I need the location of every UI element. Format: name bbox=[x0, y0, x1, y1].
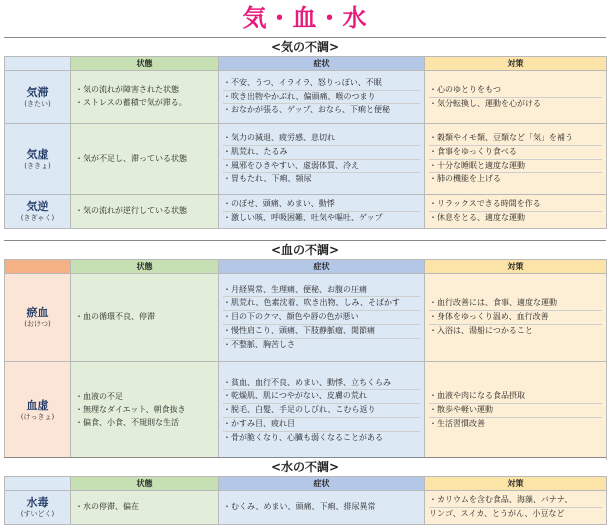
text-line: リンゴ、スイカ、とうがん、小豆など bbox=[429, 507, 602, 521]
text-line: ・血液や肉になる食品摂取 bbox=[429, 391, 525, 401]
condition-reading: (ききょ) bbox=[24, 161, 51, 170]
symptom-cell bbox=[219, 491, 425, 525]
text-line: ・ストレスの蓄積で気が滞る。 bbox=[75, 98, 187, 107]
state-cell bbox=[71, 274, 219, 362]
text-line: ・生活習慣改善 bbox=[429, 417, 602, 431]
header-state: 状態 bbox=[71, 260, 219, 274]
text-line: ・休息をとる、適度な運動 bbox=[429, 211, 602, 225]
text-line: ・十分な睡眠と適度な運動 bbox=[429, 159, 602, 173]
text-line: ・入浴は、湯船につかること bbox=[429, 324, 602, 338]
text-line: ・血行改善には、食事、適度な運動 bbox=[429, 298, 557, 308]
table-row bbox=[5, 71, 607, 124]
header-symptom: 症状 bbox=[219, 260, 425, 274]
text-line: ・血の循環不良、停滞 bbox=[75, 312, 155, 322]
header-row bbox=[5, 477, 607, 491]
text-line: ・脱毛、白髪、手足のしびれ、こむら返り bbox=[223, 403, 420, 417]
text-line: ・気の流れが障害された状態 bbox=[75, 85, 179, 95]
symptom-cell bbox=[219, 124, 425, 195]
state-cell bbox=[71, 491, 219, 525]
text-line: ・胃もたれ、下痢、頻尿 bbox=[223, 172, 420, 186]
text-line: ・肌荒れ、たるみ bbox=[223, 145, 420, 159]
text-line: ・激しい咳、呼吸困難、吐気や嘔吐、ゲップ bbox=[223, 211, 420, 225]
condition-name: 気滞 bbox=[26, 85, 49, 99]
section-heading-water: <水の不調> bbox=[4, 457, 606, 477]
text-line: ・骨が脆くなり、心臓も弱くなることがある bbox=[223, 431, 420, 445]
header-state: 状態 bbox=[71, 57, 219, 71]
row-name-cell bbox=[5, 274, 71, 362]
header-measure: 対策 bbox=[425, 477, 607, 491]
measure-cell bbox=[425, 362, 607, 460]
text-line: ・心のゆとりをもつ bbox=[429, 84, 501, 94]
measure-cell bbox=[425, 124, 607, 195]
header-row bbox=[5, 260, 607, 274]
condition-name: 気虚 bbox=[26, 147, 49, 161]
text-line: ・気分転換し、運動を心がける bbox=[429, 97, 602, 111]
text-line: ・不安、うつ、イライラ、怒りっぽい、不眠 bbox=[223, 77, 382, 87]
text-line: ・おなかが張る、ゲップ、おなら、下痢と便秘 bbox=[223, 103, 420, 117]
measure-cell bbox=[425, 491, 607, 525]
text-line: ・身体をゆっくり温め、血行改善 bbox=[429, 310, 602, 324]
symptom-cell bbox=[219, 195, 425, 229]
row-name-cell bbox=[5, 491, 71, 525]
measure-cell bbox=[425, 71, 607, 124]
header-blank-cell bbox=[5, 477, 71, 491]
text-line: ・吹き出物やかぶれ、偏頭痛、喉のつまり bbox=[223, 90, 420, 104]
state-cell bbox=[71, 124, 219, 195]
header-symptom: 症状 bbox=[219, 57, 425, 71]
text-line: ・食事をゆっくり食べる bbox=[429, 145, 602, 159]
text-line: ・無理なダイエット、朝食抜き bbox=[75, 405, 186, 415]
condition-name: 気逆 bbox=[26, 200, 49, 213]
state-cell bbox=[71, 362, 219, 460]
text-line: ・風邪をひきやすい、虚弱体質、冷え bbox=[223, 159, 420, 173]
measure-cell bbox=[425, 274, 607, 362]
text-line: ・のぼせ、頭痛、めまい、動悸 bbox=[223, 199, 335, 209]
text-line: ・慢性肩こり、頭痛、下肢静脈瘤、関節痛 bbox=[223, 324, 420, 338]
symptom-cell bbox=[219, 71, 425, 124]
text-line: ・かすみ目、疲れ目 bbox=[223, 417, 420, 431]
header-measure: 対策 bbox=[425, 260, 607, 274]
table-row bbox=[5, 124, 607, 195]
header-state: 状態 bbox=[71, 477, 219, 491]
text-line: ・血液の不足 bbox=[75, 392, 123, 402]
text-line: ・肌荒れ、色素沈着、吹き出物、しみ、そばかす bbox=[223, 296, 420, 310]
header-symptom: 症状 bbox=[219, 477, 425, 491]
text-line: ・乾燥肌、肌につやがない、皮膚の荒れ bbox=[223, 389, 420, 403]
text-line: ・むくみ、めまい、頭痛、下痢、排尿異常 bbox=[223, 502, 376, 512]
text-line: ・貧血、血行不良、めまい、動悸、立ちくらみ bbox=[223, 377, 391, 387]
header-row bbox=[5, 57, 607, 71]
row-name-cell bbox=[5, 71, 71, 124]
header-blank-cell bbox=[5, 57, 71, 71]
qi-table bbox=[4, 56, 607, 229]
water-table bbox=[4, 476, 607, 525]
text-line: ・水の停滞、偏在 bbox=[75, 502, 139, 512]
condition-reading: (けっきょ) bbox=[20, 413, 55, 421]
row-name-cell bbox=[5, 124, 71, 195]
page-title: 気・血・水 bbox=[242, 4, 368, 32]
header-blank-cell bbox=[5, 260, 71, 274]
symptom-cell bbox=[219, 274, 425, 362]
text-line: ・散歩や軽い運動 bbox=[429, 403, 602, 417]
row-name-cell bbox=[5, 362, 71, 460]
table-row bbox=[5, 491, 607, 525]
text-line: ・肺の機能を上げる bbox=[429, 172, 602, 186]
section-heading-blood: <血の不調> bbox=[4, 240, 606, 260]
condition-reading: (すいどく) bbox=[20, 510, 55, 518]
table-row bbox=[5, 274, 607, 362]
text-line: ・気の流れが逆行している状態 bbox=[75, 206, 187, 216]
section-heading-qi: <気の不調> bbox=[4, 37, 606, 57]
text-line: ・気力の減退、疲労感、息切れ bbox=[223, 132, 335, 142]
row-name-cell bbox=[5, 195, 71, 229]
measure-cell bbox=[425, 195, 607, 229]
condition-name: 血虚 bbox=[26, 399, 49, 412]
text-line: ・気が不足し、滞っている状態 bbox=[75, 153, 187, 163]
symptom-cell bbox=[219, 362, 425, 460]
blood-table bbox=[4, 259, 607, 460]
text-line: ・月経異常、生理痛、便秘、お腹の圧痛 bbox=[223, 284, 367, 294]
text-line: ・リラックスできる時間を作る bbox=[429, 199, 541, 209]
text-line: ・穀類やイモ類、豆類など「気」を補う bbox=[429, 132, 573, 142]
table-row bbox=[5, 195, 607, 229]
condition-name: 瘀血 bbox=[26, 306, 49, 319]
condition-name: 水毒 bbox=[26, 496, 49, 509]
condition-reading: (きぎゃく) bbox=[20, 214, 55, 222]
state-cell bbox=[71, 195, 219, 229]
text-line: ・不整脈、胸苦しさ bbox=[223, 338, 420, 352]
condition-reading: (おけつ) bbox=[24, 320, 51, 328]
header-measure: 対策 bbox=[425, 57, 607, 71]
condition-reading: (きたい) bbox=[24, 99, 51, 108]
text-line: ・カリウムを含む食品、海藻、バナナ、 bbox=[429, 495, 573, 505]
text-line: ・偏食、小食、不規則な生活 bbox=[75, 417, 179, 427]
table-row bbox=[5, 362, 607, 460]
state-cell bbox=[71, 71, 219, 124]
text-line: ・目の下のクマ、顔色や唇の色が悪い bbox=[223, 310, 420, 324]
